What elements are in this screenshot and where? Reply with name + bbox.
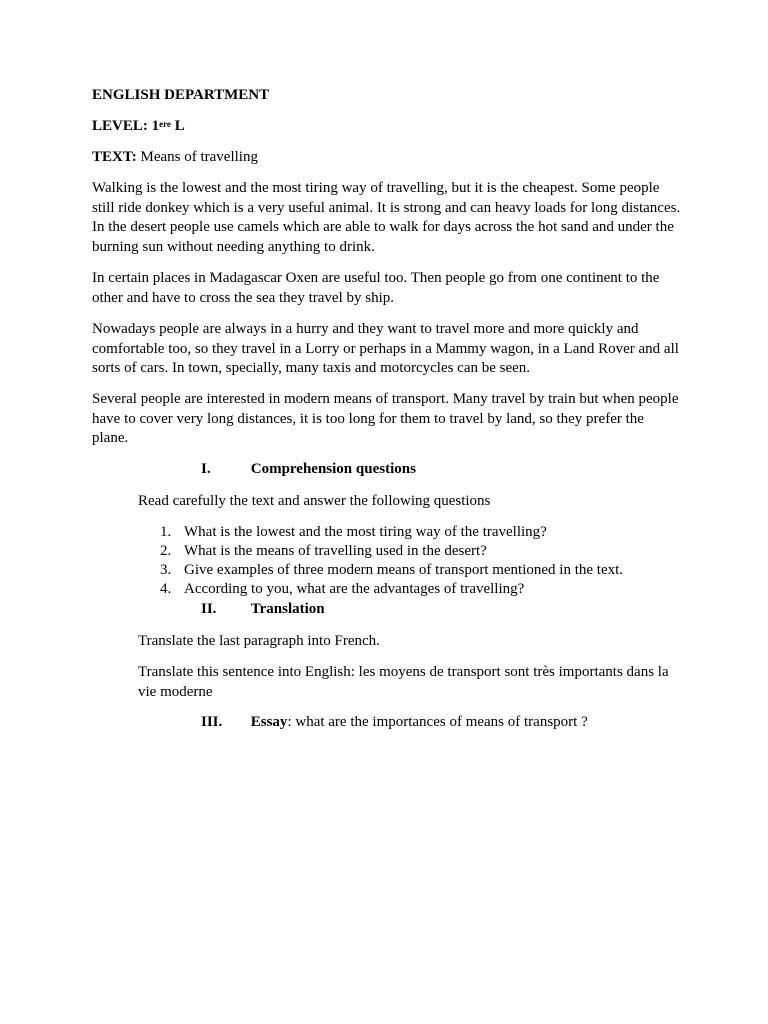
section-2-heading [201,601,325,618]
translation-instruction-1: Translate the last paragraph into French. [138,633,380,649]
level-suffix: L [174,118,185,134]
question-text: Give examples of three modern means of transport mentioned in the text. [184,562,624,578]
question-number: 4. [160,581,172,597]
question-text: What is the lowest and the most tiring way of the travelling? [184,524,547,540]
text-label: TEXT: [92,149,137,165]
paragraph-1: Walking is the lowest and the most tiring way of travelling, but it is the cheapest. Some people still ride donkey which is a very useful animal. It is strong and can heavy loads for long distances. In the desert people use camels which are able to walk for days across the hot sand and under the burning sun without needing anything to drink. [92,180,681,255]
department-heading: ENGLISH DEPARTMENT [92,87,270,103]
section-1-title: Comprehension questions [250,461,416,477]
list-item [160,542,623,561]
question-number: 3. [160,562,172,578]
paragraph-3: Nowadays people are always in a hurry and they want to travel more and more quickly and comfortable too, so they travel in a Lorry or perhaps in a Mammy wagon, in a Land Rover and all sorts of cars. In town, specially, many taxis and motorcycles can be seen. [92,321,679,377]
section-1-numeral: I. [201,461,211,477]
section-1-instruction: Read carefully the text and answer the following questions [138,493,491,509]
list-item [160,523,623,542]
question-number: 1. [160,524,172,540]
section-3-title: Essay [250,714,288,730]
section-3-heading [201,714,588,731]
paragraph-2: In certain places in Madagascar Oxen are useful too. Then people go from one continent to the other and have to cross the sea they travel by ship. [92,270,660,306]
question-text: What is the means of travelling used in the desert? [184,543,487,559]
section-3-numeral: III. [201,714,223,730]
section-3-question: : what are the importances of means of transport ? [287,714,588,730]
section-2-title: Translation [250,601,325,617]
question-number: 2. [160,543,172,559]
list-item [160,580,623,599]
section-1-heading [201,461,416,478]
text-title: Means of travelling [140,149,258,165]
level-superscript: ere [159,119,171,129]
section-2-numeral: II. [201,601,217,617]
text-title-line [92,148,682,168]
question-text: According to you, what are the advantages of travelling? [184,581,525,597]
question-list [160,523,623,599]
list-item [160,561,623,580]
level-label: LEVEL: [92,118,148,134]
translation-instruction-2: Translate this sentence into English: les moyens de transport sont très importants dans la vie moderne [138,664,669,700]
level-line [92,117,682,137]
level-number: 1 [151,118,160,134]
paragraph-4: Several people are interested in modern means of transport. Many travel by train but when people have to cover very long distances, it is too long for them to travel by land, so they prefer the plane. [92,391,679,447]
